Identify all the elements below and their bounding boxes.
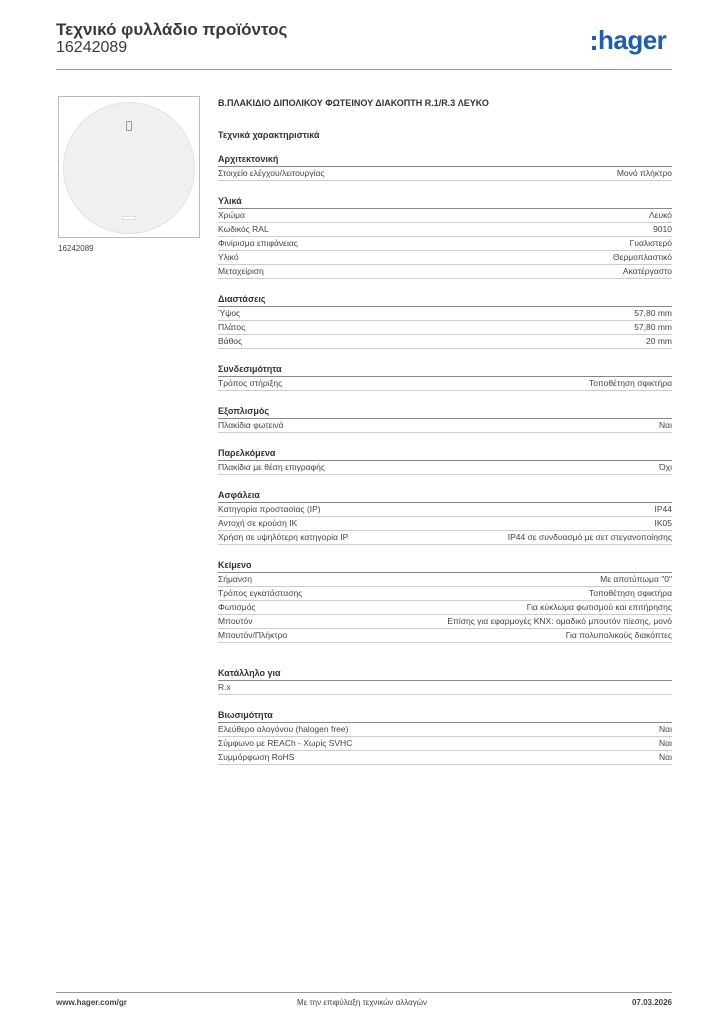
spec-value: Ναι: [659, 420, 672, 430]
spec-row: [218, 209, 672, 223]
spec-value: Για κύκλωμα φωτισμού και επιτήρησης: [526, 602, 672, 612]
product-image-caption: 16242089: [58, 244, 94, 253]
spec-section: [218, 559, 672, 643]
spec-row: [218, 307, 672, 321]
spec-value: IP44: [654, 504, 672, 514]
spec-key: Μπουτόν/Πλήκτρο: [218, 630, 288, 640]
footer-date: 07.03.2026: [631, 998, 672, 1007]
section-title: Κείμενο: [218, 559, 672, 573]
spec-row: [218, 223, 672, 237]
spec-row: [218, 601, 672, 615]
spec-row: [218, 335, 672, 349]
section-title: Συνδεσιμότητα: [218, 363, 672, 377]
spec-value: Για πολυπολικούς διακόπτες: [565, 630, 672, 640]
spec-row: [218, 737, 672, 751]
spec-key: Πλακίδια με θέση επιγραφής: [218, 462, 325, 472]
spec-value: 9010: [653, 224, 672, 234]
spec-value: Ναι: [659, 738, 672, 748]
spec-value: Ακατέργαστο: [622, 266, 672, 276]
spec-row: [218, 615, 672, 629]
spec-value: Με αποτύπωμα "0": [600, 574, 672, 584]
spec-key: Ελεύθερο αλογόνου (halogen free): [218, 724, 349, 734]
spec-value: 57,80 mm: [634, 322, 672, 332]
spec-row: [218, 167, 672, 181]
spec-key: Χρήση σε υψηλότερη κατηγορία IP: [218, 532, 349, 542]
spec-key: Τρόπος στήριξης: [218, 378, 283, 388]
spec-key: Σύμφωνο με REACh - Χωρίς SVHC: [218, 738, 353, 748]
header-divider: [56, 69, 672, 70]
spec-row: [218, 237, 672, 251]
footer-divider: [56, 992, 672, 993]
spec-row: [218, 629, 672, 643]
section-title: Υλικά: [218, 195, 672, 209]
spec-row: [218, 265, 672, 279]
spec-key: Μεταχείριση: [218, 266, 264, 276]
product-title: B.ΠΛΑΚΙΔΙΟ ΔΙΠΟΛΙΚΟΥ ΦΩΤΕΙΝΟΥ ΔΙΑΚΟΠΤΗ R.1/R.3 ΛΕΥΚΟ: [218, 98, 489, 108]
document-title: Τεχνικό φυλλάδιο προϊόντος: [56, 20, 288, 39]
spec-value: IP44 σε συνδυασμό με σετ στεγανοποίησης: [507, 532, 672, 542]
spec-key: Ύψος: [218, 308, 241, 318]
spec-value: Επίσης για εφαρμογές KNX: ομαδικό μπουτόν πίεσης, μονό: [447, 616, 672, 626]
spec-key: Πλάτος: [218, 322, 246, 332]
spec-row: [218, 587, 672, 601]
spec-key: R.x: [218, 682, 231, 692]
section-title: Αρχιτεκτονική: [218, 153, 672, 167]
spec-key: Σήμανση: [218, 574, 253, 584]
spec-value: Λευκό: [649, 210, 672, 220]
spec-key: Μπουτόν: [218, 616, 253, 626]
spec-section: [218, 153, 672, 181]
spec-key: Υλικό: [218, 252, 239, 262]
spec-row: [218, 321, 672, 335]
spec-value: Μονό πλήκτρο: [616, 168, 672, 178]
logo-dots-icon: [592, 36, 596, 50]
footer-website-link[interactable]: www.hager.com/gr: [56, 998, 127, 1007]
section-title: Ασφάλεια: [218, 489, 672, 503]
section-title: Παρελκόμενα: [218, 447, 672, 461]
spec-section: [218, 447, 672, 475]
switch-plate-image: [63, 102, 195, 234]
section-title: Κατάλληλο για: [218, 667, 672, 681]
spec-key: Αντοχή σε κρούση IK: [218, 518, 298, 528]
product-image: [58, 96, 200, 238]
spec-value: 57,80 mm: [634, 308, 672, 318]
spec-key: Κατηγορία προστασίας (IP): [218, 504, 321, 514]
spec-section: [218, 363, 672, 391]
spec-row: [218, 681, 672, 695]
spec-key: Πλακίδια φωτεινά: [218, 420, 284, 430]
spec-value: Γυαλιστερό: [629, 238, 672, 248]
hager-logo: [592, 26, 666, 54]
spec-section: [218, 489, 672, 545]
spec-value: IK05: [654, 518, 672, 528]
spec-value: Τοποθέτηση σφικτήρα: [588, 378, 672, 388]
logo-wordmark: hager: [598, 25, 667, 55]
tech-characteristics-label: Τεχνικά χαρακτηριστικά: [218, 130, 320, 140]
spec-row: [218, 419, 672, 433]
spec-value: Θερμοπλαστικό: [612, 252, 672, 262]
spec-row: [218, 573, 672, 587]
spec-row: [218, 461, 672, 475]
spec-value: Όχι: [659, 462, 672, 472]
spec-section: [218, 195, 672, 279]
spec-key: Συμμόρφωση RoHS: [218, 752, 295, 762]
spec-key: Βάθος: [218, 336, 243, 346]
spec-key: Τρόπος εγκατάστασης: [218, 588, 303, 598]
plate-symbol-icon: [126, 121, 132, 131]
spec-value: Ναι: [659, 752, 672, 762]
spec-section: [218, 709, 672, 765]
spec-row: [218, 723, 672, 737]
spec-sections: [218, 153, 672, 765]
spec-key: Φινίρισμα επιφάνειας: [218, 238, 298, 248]
spec-row: [218, 503, 672, 517]
spec-key: Στοιχείο ελέγχου/λειτουργίας: [218, 168, 325, 178]
spec-row: [218, 377, 672, 391]
section-title: Εξοπλισμός: [218, 405, 672, 419]
document-product-code: 16242089: [56, 39, 128, 56]
section-title: Διαστάσεις: [218, 293, 672, 307]
footer-notice: Με την επιφύλαξη τεχνικών αλλαγών: [297, 998, 427, 1007]
section-title: Βιωσιμότητα: [218, 709, 672, 723]
spec-section: [218, 293, 672, 349]
spec-value: Ναι: [659, 724, 672, 734]
spec-row: [218, 251, 672, 265]
spec-content: [218, 96, 672, 779]
spec-key: Φωτισμός: [218, 602, 256, 612]
spec-value: 20 mm: [646, 336, 672, 346]
spec-value: Τοποθέτηση σφικτήρα: [588, 588, 672, 598]
spec-row: [218, 751, 672, 765]
spec-section: [218, 667, 672, 695]
spec-key: Κωδικός RAL: [218, 224, 269, 234]
spec-row: [218, 531, 672, 545]
spec-section: [218, 405, 672, 433]
spec-row: [218, 517, 672, 531]
spec-key: Χρώμα: [218, 210, 245, 220]
plate-indicator-icon: [122, 216, 136, 220]
